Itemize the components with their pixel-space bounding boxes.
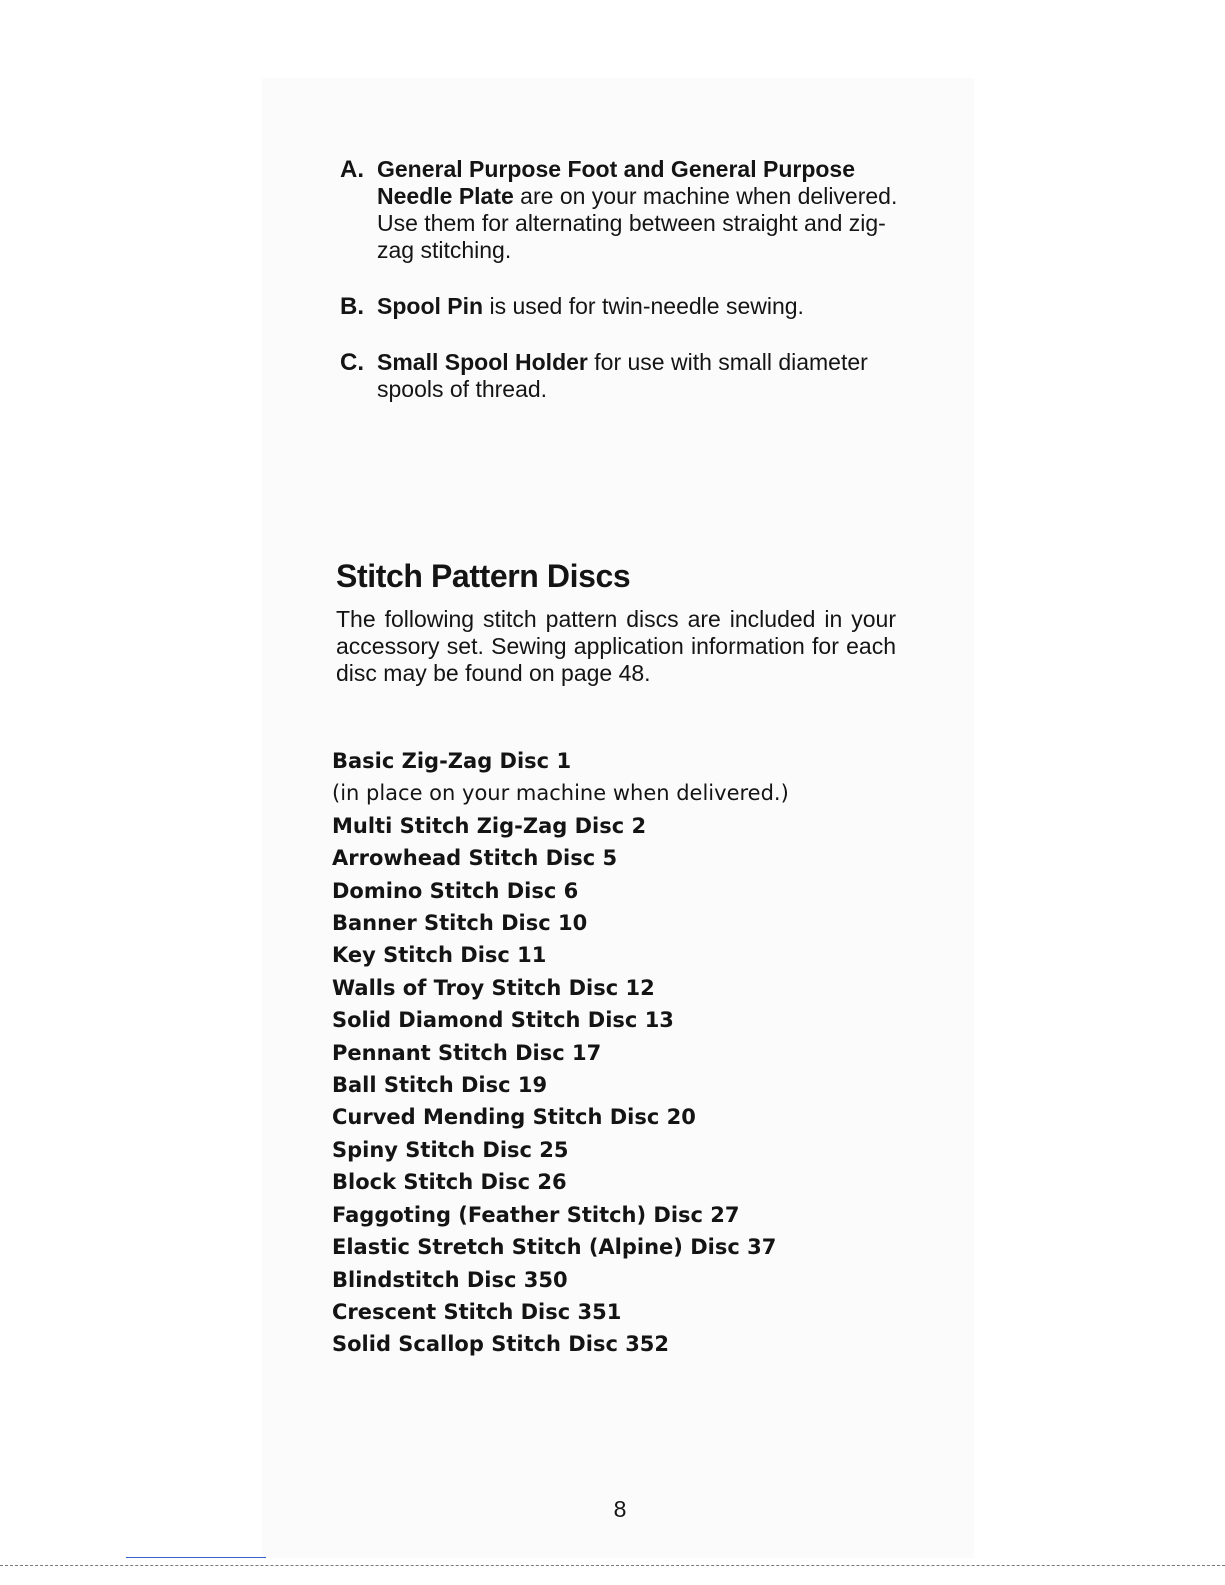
list-item: [332, 777, 892, 809]
stitch-pattern-section: [336, 556, 896, 687]
accessory-description: for use with small diameter spools of thread.: [377, 349, 868, 402]
accessory-letter: A.: [340, 156, 364, 183]
list-item: [332, 1166, 892, 1198]
accessory-letter: C.: [340, 349, 364, 376]
accessory-item-b: [340, 293, 900, 320]
page-number: 8: [613, 1496, 627, 1522]
disc-name: Solid Diamond Stitch Disc 13: [332, 1008, 674, 1033]
disc-note: (in place on your machine when delivered.): [332, 781, 789, 806]
section-intro: The following stitch pattern discs are included in your accessory set. Sewing application information for each disc may be found on page 48.: [336, 606, 896, 686]
page-bottom-mark: [126, 1557, 266, 1558]
disc-name: Key Stitch Disc 11: [332, 943, 547, 968]
page-bottom-divider: [0, 1565, 1225, 1566]
disc-name: Blindstitch Disc 350: [332, 1267, 568, 1292]
accessory-description: are on your machine when delivered. Use them for alternating between straight and zig-zag stitching.: [377, 183, 898, 263]
list-item: [332, 875, 892, 907]
disc-name: Faggoting (Feather Stitch) Disc 27: [332, 1202, 740, 1227]
list-item: [332, 842, 892, 874]
list-item: [332, 1134, 892, 1166]
list-item: [332, 1199, 892, 1231]
list-item: [332, 1037, 892, 1069]
list-item: [332, 1069, 892, 1101]
list-item: [332, 745, 892, 777]
disc-name: Spiny Stitch Disc 25: [332, 1137, 569, 1162]
accessory-title: Small Spool Holder: [377, 349, 588, 375]
disc-list: [332, 745, 892, 1361]
list-item: [332, 907, 892, 939]
accessory-letter: B.: [340, 293, 364, 320]
disc-name: Block Stitch Disc 26: [332, 1170, 567, 1195]
accessory-item-a: [340, 156, 900, 264]
accessory-title: General Purpose Foot and General Purpose Needle Plate: [377, 156, 856, 209]
list-item: [332, 972, 892, 1004]
disc-name: Banner Stitch Disc 10: [332, 911, 588, 936]
disc-name: Ball Stitch Disc 19: [332, 1073, 548, 1098]
disc-name: Elastic Stretch Stitch (Alpine) Disc 37: [332, 1235, 777, 1260]
list-item: [332, 1101, 892, 1133]
disc-name: Walls of Troy Stitch Disc 12: [332, 975, 655, 1000]
disc-name: Solid Scallop Stitch Disc 352: [332, 1332, 670, 1357]
list-item: [332, 939, 892, 971]
disc-name: Multi Stitch Zig-Zag Disc 2: [332, 813, 647, 838]
disc-name: Crescent Stitch Disc 351: [332, 1299, 622, 1324]
accessory-item-c: [340, 349, 900, 403]
list-item: [332, 1264, 892, 1296]
disc-name: Domino Stitch Disc 6: [332, 878, 579, 903]
list-item: [332, 810, 892, 842]
list-item: [332, 1328, 892, 1360]
accessory-descriptions: [340, 156, 900, 403]
disc-name: Pennant Stitch Disc 17: [332, 1040, 602, 1065]
disc-name: Arrowhead Stitch Disc 5: [332, 846, 618, 871]
disc-name: Basic Zig-Zag Disc 1: [332, 749, 572, 773]
section-heading: Stitch Pattern Discs: [336, 558, 631, 594]
list-item: [332, 1231, 892, 1263]
accessory-description: is used for twin-needle sewing.: [483, 293, 804, 319]
list-item: [332, 1296, 892, 1328]
disc-name: Curved Mending Stitch Disc 20: [332, 1105, 696, 1130]
list-item: [332, 1004, 892, 1036]
accessory-title: Spool Pin: [377, 293, 484, 319]
